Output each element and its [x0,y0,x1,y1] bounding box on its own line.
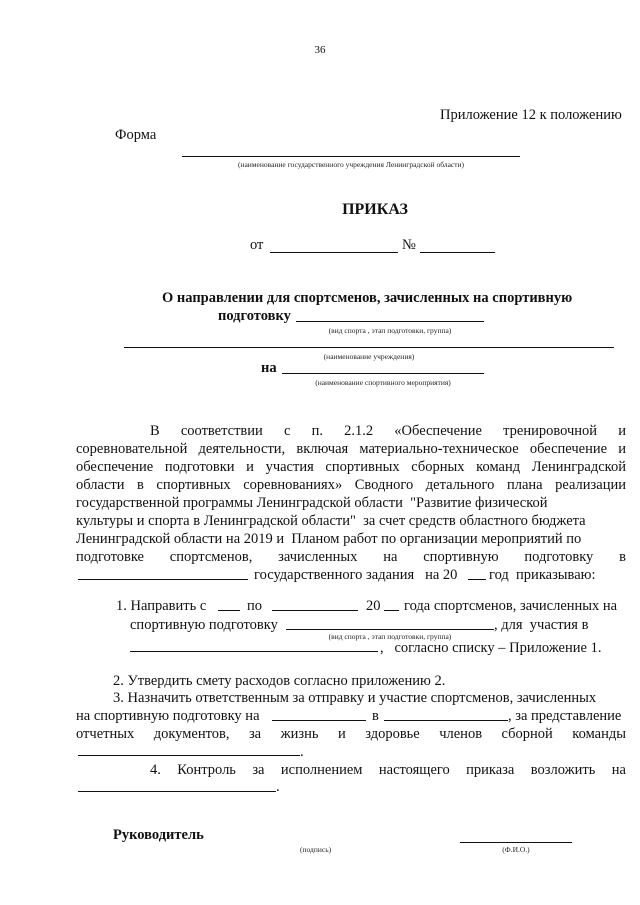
establishment-caption: (наименование учреждения) [323,352,415,361]
item1-start-blank [218,610,240,611]
event-prefix: на [261,360,277,376]
item1-line1-b: по [247,598,263,614]
item3-line4-end: . [300,744,304,760]
institution-caption: (наименование государственного учреждения Ленинградской области) [237,160,465,169]
body-line-7: Ленинградской области на 2019 и Планом работ по организации мероприятий по [76,531,582,547]
item3-date-blank [272,720,366,721]
body-line-4: области в спортивных соревнованиях» Сводного детального плана реализации [76,477,626,493]
body-line-1: В соответствии с п. 2.1.2 «Обеспечение тренировочной и [150,423,626,439]
item1-line2-b: , для участия в [494,617,589,633]
sport-caption: (вид спорта , этап подготовки, группа) [328,326,452,335]
item4-line1: 4. Контроль за исполнением настоящего приказа возложить на [150,762,626,778]
item3-line2-a: на спортивную подготовку на [76,708,260,724]
item1-year-blank [384,610,399,611]
item3-line1: 3. Назначить ответственным за отправку и участие спортсменов, зачисленных [113,690,597,706]
item3-line2-b: в [372,708,379,724]
sport-blank [296,321,484,322]
item3-line3: отчетных документов, за жизнь и здоровье членов сборной команды [76,726,626,742]
institution-blank [182,156,520,157]
item4-line2-end: . [276,779,280,795]
item4-person-blank [78,791,276,792]
item1-line1-a: 1. Направить с [116,598,207,614]
item1-line3: , согласно списку – Приложение 1. [380,640,602,656]
item3-place-blank [384,720,508,721]
item1-caption: (вид спорта , этап подготовки, группа) [328,632,452,641]
date-blank [270,252,398,253]
item3-line2-c: , за представление [508,708,622,724]
form-label: Форма [115,127,157,143]
number-blank [420,252,495,253]
item1-end-blank [272,610,358,611]
body-line-3: обеспечение подготовки и участия спортивных сборных команд Ленинградской [76,459,626,475]
body-line-8: подготовке спортсменов, зачисленных на спортивную подготовку в [76,549,626,565]
body-line-9: государственного задания на 20 [254,567,458,583]
signatory-role: Руководитель [113,827,204,843]
signature-caption: (подпись) [300,845,332,854]
number-sign: № [402,237,416,253]
name-caption: (Ф.И.О.) [502,845,530,854]
item2: 2. Утвердить смету расходов согласно приложению 2. [113,673,446,689]
item1-line2-a: спортивную подготовку [130,617,278,633]
body-line-9-end: год приказываю: [489,567,596,583]
event-caption: (наименование спортивного мероприятия) [315,378,451,387]
body-line-2: соревновательной деятельности, включая материально-техническое обеспечение и [76,441,626,457]
appendix-reference: Приложение 12 к положению [440,107,622,123]
item3-person-blank [78,755,300,756]
date-prefix: от [250,237,264,253]
name-blank [460,842,572,843]
page-number: 36 [314,44,326,56]
item1-line1-c: 20 [366,598,381,614]
item1-line1-d: года спортсменов, зачисленных на [404,598,618,614]
body-line-5: государственной программы Ленинградской области "Развитие физической [76,495,548,511]
event-blank [282,373,484,374]
document-title: ПРИКАЗ [342,201,408,218]
year-blank-1 [468,579,486,580]
item1-sport-blank [286,629,494,630]
establishment-blank [124,347,614,348]
item1-event-blank [130,651,378,652]
subject-line-2: подготовку [218,308,291,324]
subject-line-1: О направлении для спортсменов, зачисленных на спортивную [162,290,573,306]
body-line-6: культуры и спорта в Ленинградской области" за счет средств областного бюджета [76,513,586,529]
assignment-blank [78,579,248,580]
